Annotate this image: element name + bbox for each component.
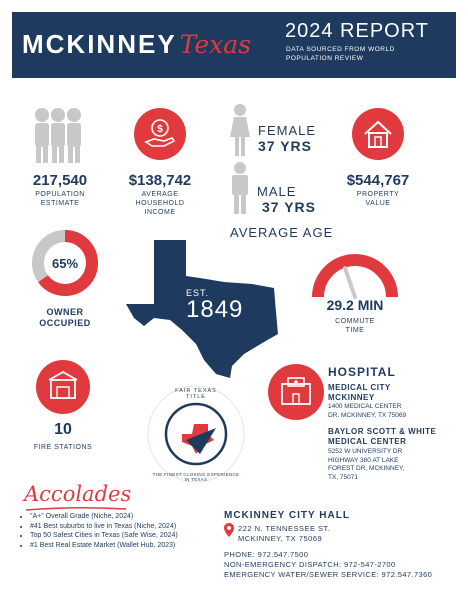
owner-percent: 65% [51,256,79,271]
average-age-label: AVERAGE AGE [230,225,334,240]
city-hall-title: MCKINNEY CITY HALL [224,510,350,521]
brand-script: Texas [179,30,252,59]
people-icon [30,105,86,165]
city-hall-dispatch: NON-EMERGENCY DISPATCH: 972-547-2700 [224,560,396,569]
accolades-title: Accolades [24,482,132,506]
hospital-2-address: 5252 W UNIVERSITY DR HIGHWAY 380 AT LAKE FOREST DR, MCKINNEY, TX, 75071 [328,448,405,481]
accolade-item: • Top 50 Safest Cities in Texas (Safe Wise, 2024) [30,531,230,541]
owner-occupied-donut [30,228,100,298]
male-label: MALE [257,184,297,199]
brand-logo [22,29,251,60]
brand-main: MCKINNEY [22,29,177,59]
logo-top-text: FAIR TEXAS TITLE [175,388,217,400]
logo-bottom-text: THE FINEST CLOSING EXPERIENCE IN TEXAS [152,472,240,482]
fire-station-icon [36,360,90,414]
city-hall-phone: PHONE: 972.547.7500 [224,550,309,559]
hospital-icon [268,364,324,420]
commute-value: 29.2 MIN [326,297,384,313]
accolade-item: • "A+" Overall Grade (Niche, 2024) [30,512,230,522]
city-hall-water: EMERGENCY WATER/SEWER SERVICE: 972.547.7360 [224,570,433,579]
income-label: AVERAGE HOUSEHOLD INCOME [135,191,185,216]
female-label: FEMALE [258,123,317,138]
est-year: 1849 [186,296,244,323]
report-subtitle: DATA SOURCED FROM WORLD POPULATION REVIEW [286,46,395,62]
city-hall-contacts [224,550,432,580]
fire-count: 10 [54,421,72,438]
commute-label: COMMUTE TIME [335,318,375,334]
report-title: 2024 REPORT [285,20,430,42]
house-icon [352,108,404,160]
income-value: $138,742 [128,172,192,189]
hospital-1-address: 1400 MEDICAL CENTER DR, MCKINNEY, TX 75069 [328,403,407,419]
male-icon [228,161,252,215]
male-age: 37 YRS [262,199,316,215]
owner-label: OWNER OCCUPIED [39,307,91,328]
accolade-item: • #1 Best Real Estate Market (Wallet Hub, 2023) [30,541,230,551]
property-value: $544,767 [346,172,410,189]
accolades-list [20,512,230,550]
hospital-2-name: BAYLOR SCOTT & WHITE MEDICAL CENTER [328,427,437,446]
accolade-item: • #41 Best suburbs to live in Texas (Niche, 2024) [30,522,230,532]
commute-gauge [312,254,398,302]
female-age: 37 YRS [258,138,312,154]
population-label: POPULATION ESTIMATE [35,191,85,207]
location-pin-icon [224,523,234,537]
est-label: EST. [186,288,210,298]
population-value: 217,540 [32,172,88,189]
fire-label: FIRE STATIONS [33,444,93,451]
hospital-title: HOSPITAL [328,365,396,379]
svg-text:$: $ [157,124,163,135]
female-icon [228,103,252,157]
property-label: PROPERTY VALUE [356,191,400,207]
hospital-1-name: MEDICAL CITY MCKINNEY [328,383,391,402]
city-hall-address: 222 N. TENNESSEE ST. MCKINNEY, TX 75069 [238,524,331,543]
money-hand-icon [134,108,186,160]
